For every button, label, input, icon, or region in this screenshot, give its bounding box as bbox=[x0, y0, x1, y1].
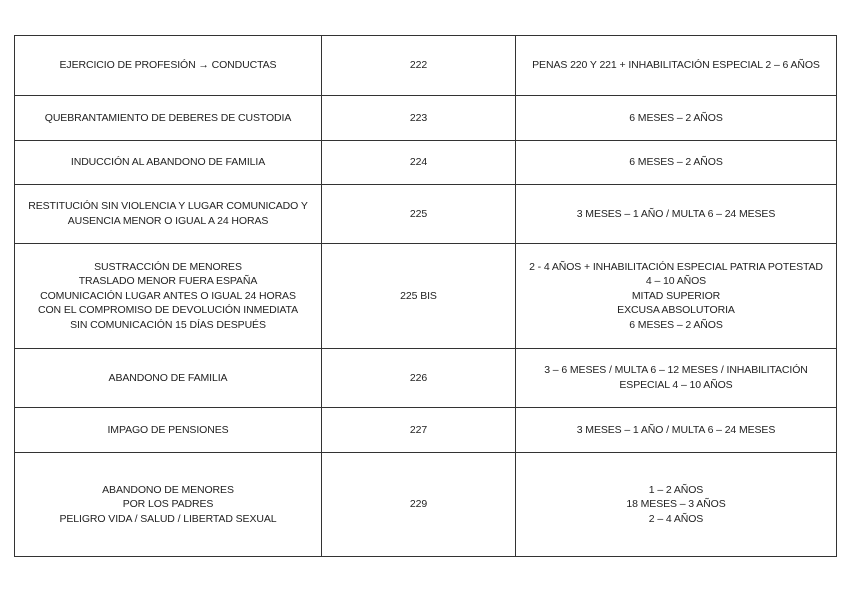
penalty-line: PENAS 220 Y 221 + INHABILITACIÓN ESPECIAL 2 – 6 AÑOS bbox=[532, 59, 820, 72]
conduct-line: SIN COMUNICACIÓN 15 DÍAS DESPUÉS bbox=[70, 318, 266, 331]
table-row bbox=[15, 141, 837, 185]
penalty-cell bbox=[516, 36, 837, 96]
conduct-cell bbox=[15, 244, 322, 349]
article-number: 229 bbox=[409, 498, 428, 511]
article-cell bbox=[322, 141, 516, 185]
conduct-line: IMPAGO DE PENSIONES bbox=[107, 423, 229, 436]
article-cell bbox=[322, 349, 516, 408]
conduct-line: ABANDONO DE MENORES bbox=[102, 483, 234, 496]
conduct-line: RESTITUCIÓN SIN VIOLENCIA Y LUGAR COMUNICADO Y AUSENCIA MENOR O IGUAL A 24 HORAS bbox=[28, 200, 308, 227]
article-cell bbox=[322, 408, 516, 453]
penalty-cell bbox=[516, 185, 837, 244]
conduct-cell bbox=[15, 96, 322, 141]
conduct-cell bbox=[15, 408, 322, 453]
article-number: 222 bbox=[409, 59, 428, 72]
article-cell bbox=[322, 185, 516, 244]
article-number: 224 bbox=[409, 156, 428, 169]
conduct-line: PELIGRO VIDA / SALUD / LIBERTAD SEXUAL bbox=[59, 512, 277, 525]
table-row bbox=[15, 453, 837, 557]
penalty-line: 6 MESES – 2 AÑOS bbox=[629, 156, 723, 169]
conduct-cell bbox=[15, 141, 322, 185]
conduct-cell bbox=[15, 453, 322, 557]
conduct-line: COMUNICACIÓN LUGAR ANTES O IGUAL 24 HORAS bbox=[40, 289, 296, 302]
penalty-line: 4 – 10 AÑOS bbox=[645, 275, 707, 288]
penalty-cell bbox=[516, 244, 837, 349]
penalty-line: 1 – 2 AÑOS bbox=[648, 483, 704, 496]
table-row bbox=[15, 244, 837, 349]
article-number: 225 bbox=[409, 207, 428, 220]
conduct-line: POR LOS PADRES bbox=[122, 498, 214, 511]
penalty-line: 2 - 4 AÑOS + INHABILITACIÓN ESPECIAL PATRIA POTESTAD bbox=[529, 260, 823, 273]
penalty-line: EXCUSA ABSOLUTORIA bbox=[617, 304, 735, 317]
table-row bbox=[15, 96, 837, 141]
penalty-line: 2 – 4 AÑOS bbox=[648, 512, 704, 525]
penalty-cell bbox=[516, 349, 837, 408]
penalty-line: MITAD SUPERIOR bbox=[631, 289, 721, 302]
article-cell bbox=[322, 36, 516, 96]
penalty-line: 3 MESES – 1 AÑO / MULTA 6 – 24 MESES bbox=[576, 423, 776, 436]
penalty-line: 3 MESES – 1 AÑO / MULTA 6 – 24 MESES bbox=[576, 207, 776, 220]
conduct-line: SUSTRACCIÓN DE MENORES bbox=[94, 260, 242, 273]
article-cell bbox=[322, 453, 516, 557]
article-number: 225 BIS bbox=[400, 289, 437, 302]
table-row bbox=[15, 408, 837, 453]
conduct-line: ABANDONO DE FAMILIA bbox=[108, 371, 228, 384]
penalties-table bbox=[14, 35, 837, 557]
conduct-cell bbox=[15, 36, 322, 96]
table-row bbox=[15, 36, 837, 96]
penalty-cell bbox=[516, 408, 837, 453]
article-number: 227 bbox=[409, 423, 428, 436]
article-cell bbox=[322, 96, 516, 141]
penalty-cell bbox=[516, 453, 837, 557]
penalties-table-body bbox=[15, 36, 837, 557]
article-number: 226 bbox=[409, 371, 428, 384]
article-cell bbox=[322, 244, 516, 349]
article-number: 223 bbox=[409, 111, 428, 124]
penalty-cell bbox=[516, 141, 837, 185]
conduct-line: TRASLADO MENOR FUERA ESPAÑA bbox=[78, 275, 258, 288]
conduct-line: QUEBRANTAMIENTO DE DEBERES DE CUSTODIA bbox=[44, 111, 292, 124]
conduct-line: INDUCCIÓN AL ABANDONO DE FAMILIA bbox=[70, 156, 266, 169]
penalty-line: 6 MESES – 2 AÑOS bbox=[629, 111, 723, 124]
conduct-line: EJERCICIO DE PROFESIÓN → CONDUCTAS bbox=[59, 59, 277, 72]
penalty-line: 3 – 6 MESES / MULTA 6 – 12 MESES / INHABILITACIÓN ESPECIAL 4 – 10 AÑOS bbox=[544, 364, 808, 391]
penalty-line: 18 MESES – 3 AÑOS bbox=[626, 498, 726, 511]
penalty-line: 6 MESES – 2 AÑOS bbox=[629, 318, 723, 331]
conduct-line: CON EL COMPROMISO DE DEVOLUCIÓN INMEDIATA bbox=[38, 304, 298, 317]
conduct-cell bbox=[15, 349, 322, 408]
conduct-cell bbox=[15, 185, 322, 244]
penalty-cell bbox=[516, 96, 837, 141]
table-row bbox=[15, 185, 837, 244]
table-row bbox=[15, 349, 837, 408]
